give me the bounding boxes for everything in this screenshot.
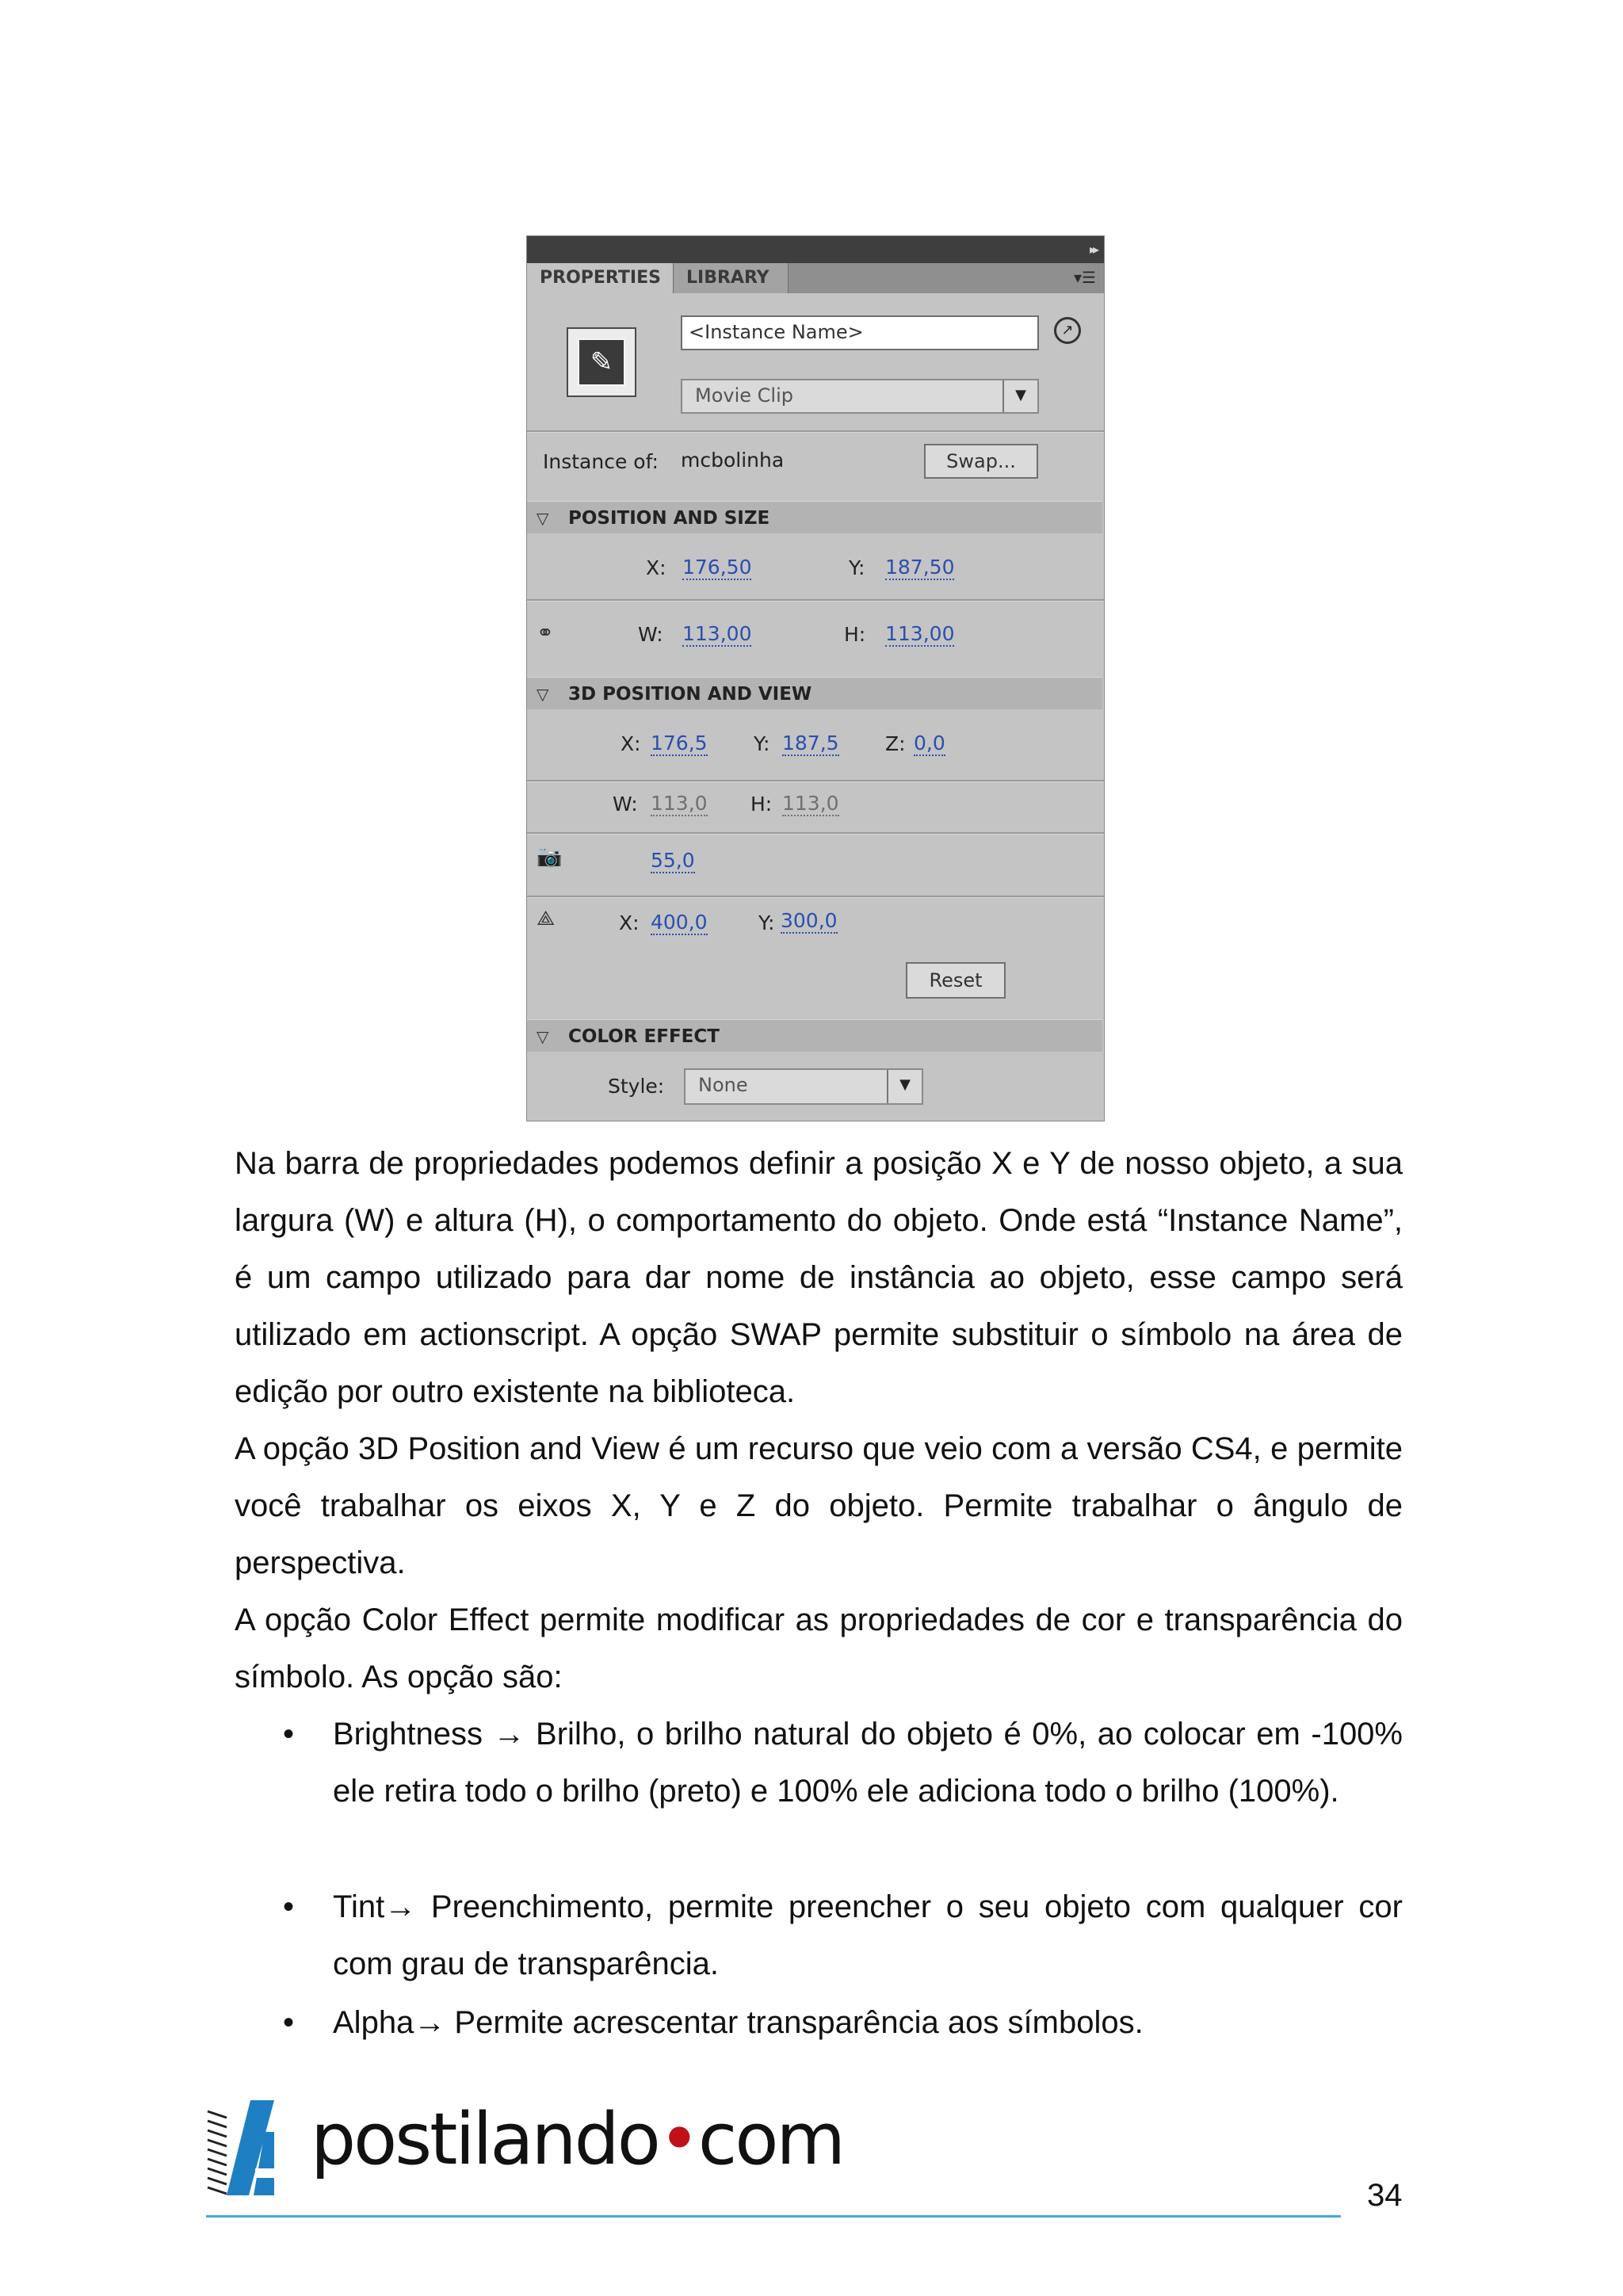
instance-of-value: mcbolinha: [681, 449, 785, 472]
panel-menu-icon[interactable]: ▾☰: [1074, 268, 1096, 287]
symbol-type-value: Movie Clip: [695, 384, 793, 407]
instance-of-label: Instance of:: [543, 450, 659, 473]
position-size-title: POSITION AND SIZE: [568, 508, 770, 529]
tab-properties[interactable]: PROPERTIES: [527, 263, 673, 293]
x3d-value[interactable]: 176,5: [651, 732, 708, 755]
edit-symbol-icon[interactable]: ↗: [1054, 317, 1081, 344]
style-label: Style:: [608, 1075, 665, 1098]
properties-panel: [526, 235, 1105, 1121]
h3d-label: H:: [750, 793, 773, 816]
color-style-select[interactable]: [684, 1068, 923, 1105]
vp-y-label: Y:: [758, 911, 775, 934]
x-value[interactable]: 176,50: [682, 556, 752, 579]
paragraph-3d-position: A opção 3D Position and View é um recurso que veio com a versão CS4, e permite você trabalhar os eixos X, Y e Z do objeto. Permite trabalhar o ângulo de perspectiva.: [235, 1431, 1403, 1580]
panel-title-bar: [527, 236, 1104, 263]
vp-y-value[interactable]: 300,0: [781, 909, 838, 932]
vanishing-point-icon: ⟁: [537, 907, 556, 930]
footer-rule: [206, 2215, 1341, 2218]
logo-mark-icon: [227, 2100, 274, 2199]
w-label: W:: [638, 623, 663, 646]
x3d-label: X:: [621, 732, 641, 755]
h-value[interactable]: 113,00: [885, 622, 955, 645]
y3d-label: Y:: [754, 732, 770, 755]
spiral-binding-icon: [206, 2107, 228, 2199]
tab-library[interactable]: LIBRARY: [673, 263, 789, 293]
h-label: H:: [844, 623, 866, 646]
logo-name: postilando: [311, 2098, 659, 2181]
y-label: Y:: [849, 556, 865, 579]
position-3d-title: 3D POSITION AND VIEW: [568, 684, 812, 705]
divider: [527, 599, 1104, 602]
divider: [527, 780, 1104, 782]
position-3d-header[interactable]: [527, 677, 1102, 709]
logo-dot: •: [658, 2098, 698, 2181]
bullet-marker: •: [283, 2005, 295, 2040]
color-effect-header[interactable]: [527, 1019, 1102, 1052]
color-style-value: None: [698, 1074, 748, 1096]
vp-x-value[interactable]: 400,0: [651, 911, 708, 934]
collapse-triangle-icon: ▽: [537, 509, 549, 528]
collapse-triangle-icon: ▽: [537, 1027, 549, 1046]
paragraph-properties: Na barra de propriedades podemos definir a posição X e Y de nosso objeto, a sua largura (W) e altura (H), o comportamento do objeto. Onde está “Instance Name”, é um campo utilizado para dar nome de instância ao objeto, esse campo será utilizado em actionscript. A opção SWAP permite substituir o símbolo na área de edição por outro existente na biblioteca.: [235, 1146, 1403, 1409]
link-proportions-icon[interactable]: ⚭: [537, 621, 554, 645]
symbol-type-select[interactable]: [681, 379, 1039, 414]
h3d-value: 113,0: [782, 792, 839, 815]
z3d-value[interactable]: 0,0: [914, 732, 945, 755]
color-effect-title: COLOR EFFECT: [568, 1026, 720, 1047]
list-item-brightness: Brightness → Brilho, o brilho natural do objeto é 0%, ao colocar em -100% ele retira todo o brilho (preto) e 100% ele adiciona todo o brilho (100%).: [333, 1717, 1403, 1809]
swap-button[interactable]: Swap...: [924, 444, 1038, 479]
list-item-tint: Tint→ Preenchimento, permite preencher o seu objeto com qualquer cor com grau de transparência.: [333, 1889, 1403, 1981]
z3d-label: Z:: [885, 732, 906, 755]
bullet-marker: •: [283, 1717, 295, 1752]
divider: [527, 832, 1104, 835]
panel-tab-row: [527, 263, 1104, 293]
bullet-marker: •: [283, 1889, 295, 1924]
movie-clip-symbol-icon: ✎: [567, 327, 636, 397]
collapse-triangle-icon: ▽: [537, 685, 549, 704]
divider: [527, 430, 1104, 433]
w3d-label: W:: [613, 793, 638, 816]
chevron-down-icon: ▼: [1002, 380, 1037, 412]
y-value[interactable]: 187,50: [885, 556, 955, 579]
w3d-value: 113,0: [651, 792, 708, 815]
reset-button[interactable]: Reset: [906, 962, 1006, 999]
w-value[interactable]: 113,00: [682, 622, 752, 645]
page-number: 34: [1367, 2178, 1403, 2213]
perspective-angle-value[interactable]: 55,0: [651, 849, 695, 872]
y3d-value[interactable]: 187,5: [782, 732, 839, 755]
collapse-panel-icon[interactable]: ▸▸: [1089, 242, 1096, 257]
divider: [527, 896, 1104, 898]
camera-icon: 📷: [537, 845, 563, 869]
x-label: X:: [646, 556, 666, 579]
instance-name-input[interactable]: <Instance Name>: [681, 315, 1039, 350]
list-item-alpha: Alpha→ Permite acrescentar transparência aos símbolos.: [333, 2005, 1144, 2040]
site-logo: [311, 2092, 843, 2187]
logo-suffix: com: [697, 2098, 844, 2181]
chevron-down-icon: ▼: [887, 1070, 922, 1103]
vp-x-label: X:: [619, 911, 640, 934]
paragraph-color-effect: A opção Color Effect permite modificar as propriedades de cor e transparência do símbolo. As opção são:: [235, 1603, 1403, 1694]
position-size-header[interactable]: [527, 501, 1102, 533]
